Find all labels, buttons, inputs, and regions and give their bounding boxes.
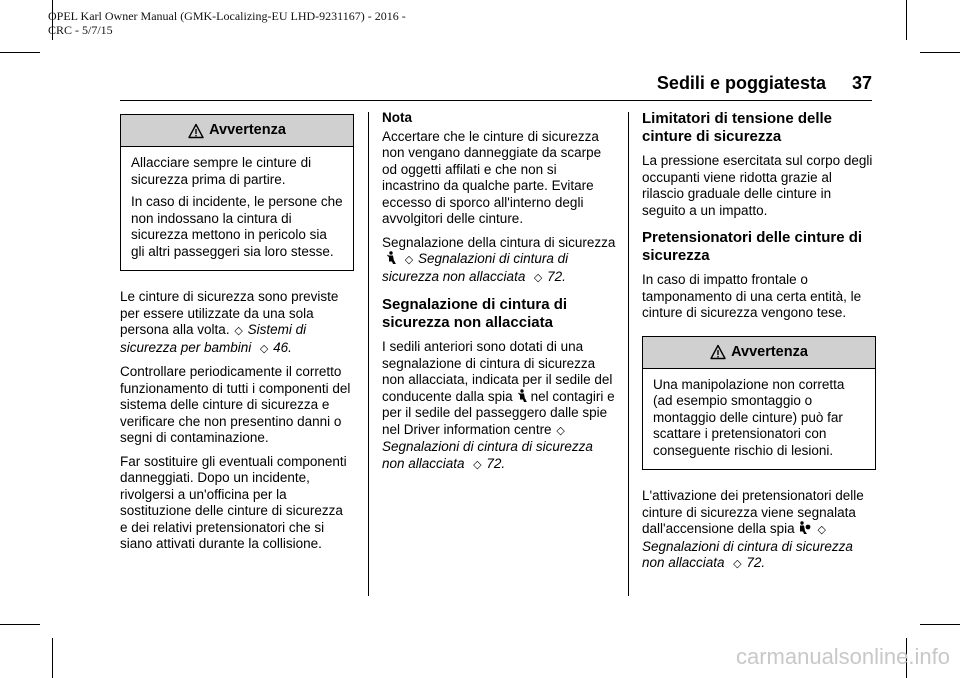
crop-mark (52, 638, 53, 678)
note-text: Accertare che le cinture di sicurezza non vengano danneggiate da scarpe od oggetti affilati e che non si incastrino da qualche parte. Evitare eccesso di sporco all'interno degli avvolgitori delle cinture. (382, 128, 602, 226)
warning-triangle-icon (710, 344, 726, 360)
paragraph: In caso di impatto frontale o tamponamento di una certa entità, le cinture di sicurezza vengono tese. (642, 272, 862, 320)
column-divider (628, 112, 629, 596)
cross-reference-arrow-icon: ◇ (733, 558, 742, 570)
print-meta (48, 9, 406, 37)
paragraph (642, 488, 876, 573)
cross-reference-arrow-icon: ◇ (259, 342, 269, 355)
warning-text: Una manipolazione non corretta (ad esempio smontaggio o montaggio delle cinture) può far scattare i pretensionatori con conseguente rischio di lesioni. (653, 376, 845, 458)
crop-mark (906, 0, 907, 40)
paragraph-text: L'attivazione dei pretensionatori delle cinture di sicurezza viene segnalata dall'accensione della spia (642, 488, 864, 536)
page-number: 37 (851, 73, 872, 93)
page-reference[interactable]: 72. (486, 455, 506, 471)
airbag-seatbelt-icon (797, 521, 811, 535)
warning-box (642, 336, 876, 471)
warning-title: Avvertenza (209, 122, 286, 139)
paragraph (382, 339, 616, 473)
paragraph (120, 289, 354, 357)
warning-box (120, 114, 354, 271)
paragraph (382, 235, 616, 287)
cross-reference-arrow-icon: ◇ (556, 424, 565, 437)
crop-mark (0, 52, 40, 53)
print-meta-line: OPEL Karl Owner Manual (GMK-Localizing-EU LHD-9231167) - 2016 - (48, 9, 406, 23)
warning-text: Allacciare sempre le cinture di sicurezza prima di partire. (131, 155, 312, 187)
cross-reference-link[interactable]: Segnalazioni di cintura di sicurezza non allacciata (382, 251, 569, 284)
warning-text: In caso di incidente, le persone che non indossano la cintura di sicurezza mettono in pericolo sia gli altri passeggeri sia loro stesse. (131, 194, 343, 259)
column-1 (120, 114, 354, 560)
header-rule (120, 100, 872, 101)
section-heading: Pretensionatori delle cinture di sicurezza (642, 229, 863, 264)
cross-reference-arrow-icon: ◇ (234, 325, 243, 337)
print-meta-line: CRC - 5/7/15 (48, 23, 113, 37)
warning-header (643, 337, 875, 369)
watermark: carmanualsonline.info (735, 644, 950, 669)
cross-reference-arrow-icon: ◇ (473, 458, 482, 471)
seatbelt-warning-icon (384, 251, 398, 265)
cross-reference-link[interactable]: Sistemi di sicurezza per bambini (120, 322, 307, 355)
warning-header (121, 115, 353, 147)
paragraph-text: Le cinture di sicurezza sono previste per essere utilizzate da una sola persona alla volta. (120, 289, 339, 337)
column-3 (642, 110, 876, 580)
note-label: Nota (382, 110, 412, 125)
warning-title: Avvertenza (731, 343, 808, 360)
page-reference[interactable]: 72. (746, 555, 766, 570)
paragraph: La pressione esercitata sul corpo degli occupanti viene ridotta grazie al rilascio graduale delle cinture in seguito a un impatto. (642, 153, 873, 218)
cross-reference-link[interactable]: Segnalazioni di cintura di sicurezza non allacciata (642, 538, 853, 570)
paragraph: Far sostituire gli eventuali componenti danneggiati. Dopo un incidente, rivolgersi a un'officina per la sostituzione delle cinture di sicurezza e dei relativi pretensionatori che si siano attivati durante la collisione. (120, 453, 347, 551)
column-divider (368, 112, 369, 596)
paragraph-text: Segnalazione della cintura di sicurezza (382, 234, 616, 250)
crop-mark (0, 624, 40, 625)
warning-triangle-icon (188, 123, 204, 139)
crop-mark (920, 52, 960, 53)
page-reference[interactable]: 72. (547, 268, 566, 284)
page-reference[interactable]: 46. (273, 339, 292, 355)
section-title: Sedili e poggiatesta (656, 73, 826, 93)
warning-body (643, 369, 875, 470)
cross-reference-arrow-icon: ◇ (817, 524, 826, 536)
running-head (657, 73, 872, 94)
warning-body (121, 147, 353, 270)
cross-reference-arrow-icon: ◇ (533, 271, 543, 284)
seatbelt-warning-icon (515, 389, 529, 403)
crop-mark (920, 624, 960, 625)
column-2 (382, 110, 616, 480)
paragraph-text: nel contagiri e per il sedile del passeggero dalle spie nel Driver information centre (382, 388, 615, 437)
cross-reference-arrow-icon: ◇ (404, 254, 414, 266)
section-heading: Segnalazione di cintura di sicurezza non allacciata (382, 296, 568, 331)
section-heading: Limitatori di tensione delle cinture di sicurezza (642, 110, 833, 145)
cross-reference-link[interactable]: Segnalazioni di cintura di sicurezza non allacciata (382, 439, 593, 471)
paragraph-text: I sedili anteriori sono dotati di una segnalazione di cintura di sicurezza non allacciata, indicata per il sedile del conducente dalla spia (382, 339, 613, 404)
paragraph: Controllare periodicamente il corretto funzionamento di tutti i componenti del sistema delle cinture di sicurezza e verificare che non presentino danni o segni di contaminazione. (120, 364, 351, 445)
